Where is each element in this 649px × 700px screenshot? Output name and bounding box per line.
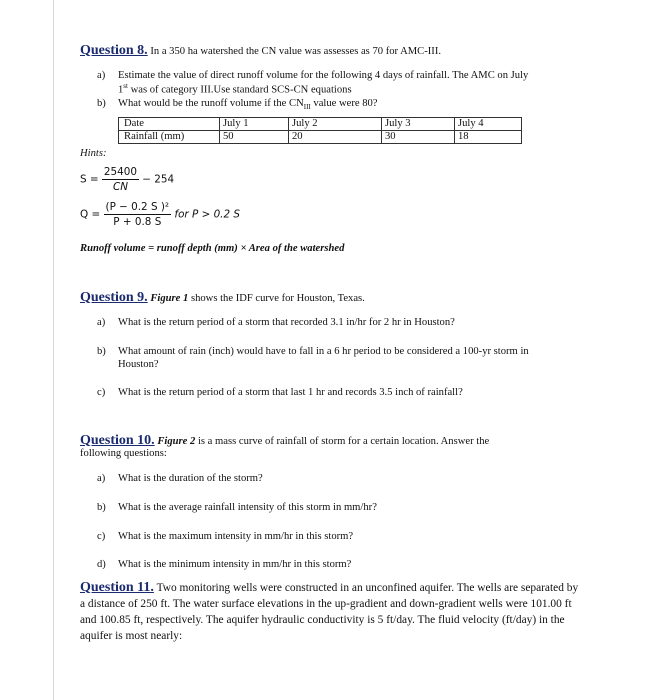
q9-a-marker: a): [97, 317, 106, 328]
s-formula: [80, 166, 174, 193]
q10-intro: is a mass curve of rainfall of storm for a certain location. Answer the: [195, 436, 490, 447]
table-cell: Date: [119, 118, 220, 131]
q-lhs: Q =: [80, 208, 101, 221]
q9-intro: shows the IDF curve for Houston, Texas.: [188, 293, 365, 304]
q10-b-text: What is the average rainfall intensity of this storm in mm/hr?: [118, 502, 377, 513]
table-cell: Rainfall (mm): [119, 131, 220, 144]
table-cell: July 4: [455, 118, 522, 131]
table-cell: July 2: [289, 118, 382, 131]
q8-intro: In a 350 ha watershed the CN value was assesses as 70 for AMC-III.: [150, 46, 442, 57]
q11-text: Two monitoring wells were constructed in an unconfined aquifer. The wells are separated by a distance of 250 ft. The water surface elevations in the up-gradient and down-gradient wells were 101.00 ft and 100.85 ft, respectively. The aquifer hydraulic conductivity is 5 ft/day. The fluid velocity (ft/day) in the aquifer is most nearly:: [80, 582, 579, 642]
q8-b-marker: b): [97, 98, 106, 109]
table-cell: July 1: [220, 118, 289, 131]
q8-b-pre: What would be the runoff volume if the CN: [118, 98, 304, 109]
q11-heading: Question 11.: [80, 580, 154, 595]
q9-b-line1: What amount of rain (inch) would have to fall in a 6 hr period to be considered a 100-yr storm in: [118, 346, 529, 357]
hints-label: Hints:: [80, 148, 107, 159]
q8-a-marker: a): [97, 70, 106, 81]
table-cell: 50: [220, 131, 289, 144]
q9-figure-ref: Figure 1: [150, 293, 189, 304]
table-cell: 30: [382, 131, 455, 144]
q8-a-line2-rest: was of category III.Use standard SCS-CN equations: [127, 84, 352, 96]
table-cell: 20: [289, 131, 382, 144]
table-row: [119, 131, 522, 144]
q-condition: for P > 0.2 S: [174, 208, 240, 221]
q10-heading: Question 10.: [80, 433, 155, 448]
q9-b-marker: b): [97, 346, 106, 357]
q10-d-text: What is the minimum intensity in mm/hr in this storm?: [118, 559, 352, 570]
q9-a-text: What is the return period of a storm that recorded 3.1 in/hr for 2 hr in Houston?: [118, 317, 455, 328]
s-fraction: [102, 166, 139, 193]
s-numerator: 25400: [103, 166, 137, 178]
q8-a-line2-sup: st: [123, 82, 128, 90]
table-cell: 18: [455, 131, 522, 144]
s-lhs: S =: [80, 173, 99, 186]
q9-heading: Question 9.: [80, 290, 148, 305]
q10-figure-ref: Figure 2: [157, 436, 196, 447]
q11-block: [80, 580, 582, 644]
q8-title-line: [80, 42, 441, 60]
q-formula: [80, 201, 240, 228]
q10-c-text: What is the maximum intensity in mm/hr in this storm?: [118, 531, 354, 542]
q-fraction: [104, 201, 172, 228]
s-tail: − 254: [142, 173, 175, 186]
q10-intro2: following questions:: [80, 448, 167, 459]
q9-c-marker: c): [97, 387, 106, 398]
s-denominator: CN: [112, 181, 128, 193]
q10-c-marker: c): [97, 531, 106, 542]
q10-b-marker: b): [97, 502, 106, 513]
q8-b-post: value were 80?: [310, 98, 378, 109]
runoff-volume-note: Runoff volume = runoff depth (mm) × Area of the watershed: [80, 243, 345, 254]
q10-a-text: What is the duration of the storm?: [118, 473, 263, 484]
q9-b-line2: Houston?: [118, 359, 159, 370]
table-row: [119, 118, 522, 131]
q10-a-marker: a): [97, 473, 106, 484]
q9-title-line: [80, 289, 365, 307]
q-numerator: (P − 0.2 S )²: [105, 201, 170, 213]
q8-b-sub: III: [303, 103, 311, 112]
q8-a-line1: Estimate the value of direct runoff volume for the following 4 days of rainfall. The AMC on July: [118, 70, 529, 81]
q10-d-marker: d): [97, 559, 106, 570]
q8-a-line2: [118, 82, 352, 97]
q9-c-text: What is the return period of a storm that last 1 hr and records 3.5 inch of rainfall?: [118, 387, 463, 398]
q8-heading: Question 8.: [80, 43, 148, 58]
table-cell: July 3: [382, 118, 455, 131]
rainfall-table: [118, 117, 522, 144]
q-denominator: P + 0.8 S: [113, 216, 162, 228]
q8-b-text: [118, 97, 378, 112]
q8-a-line2-num: 1: [118, 84, 124, 96]
